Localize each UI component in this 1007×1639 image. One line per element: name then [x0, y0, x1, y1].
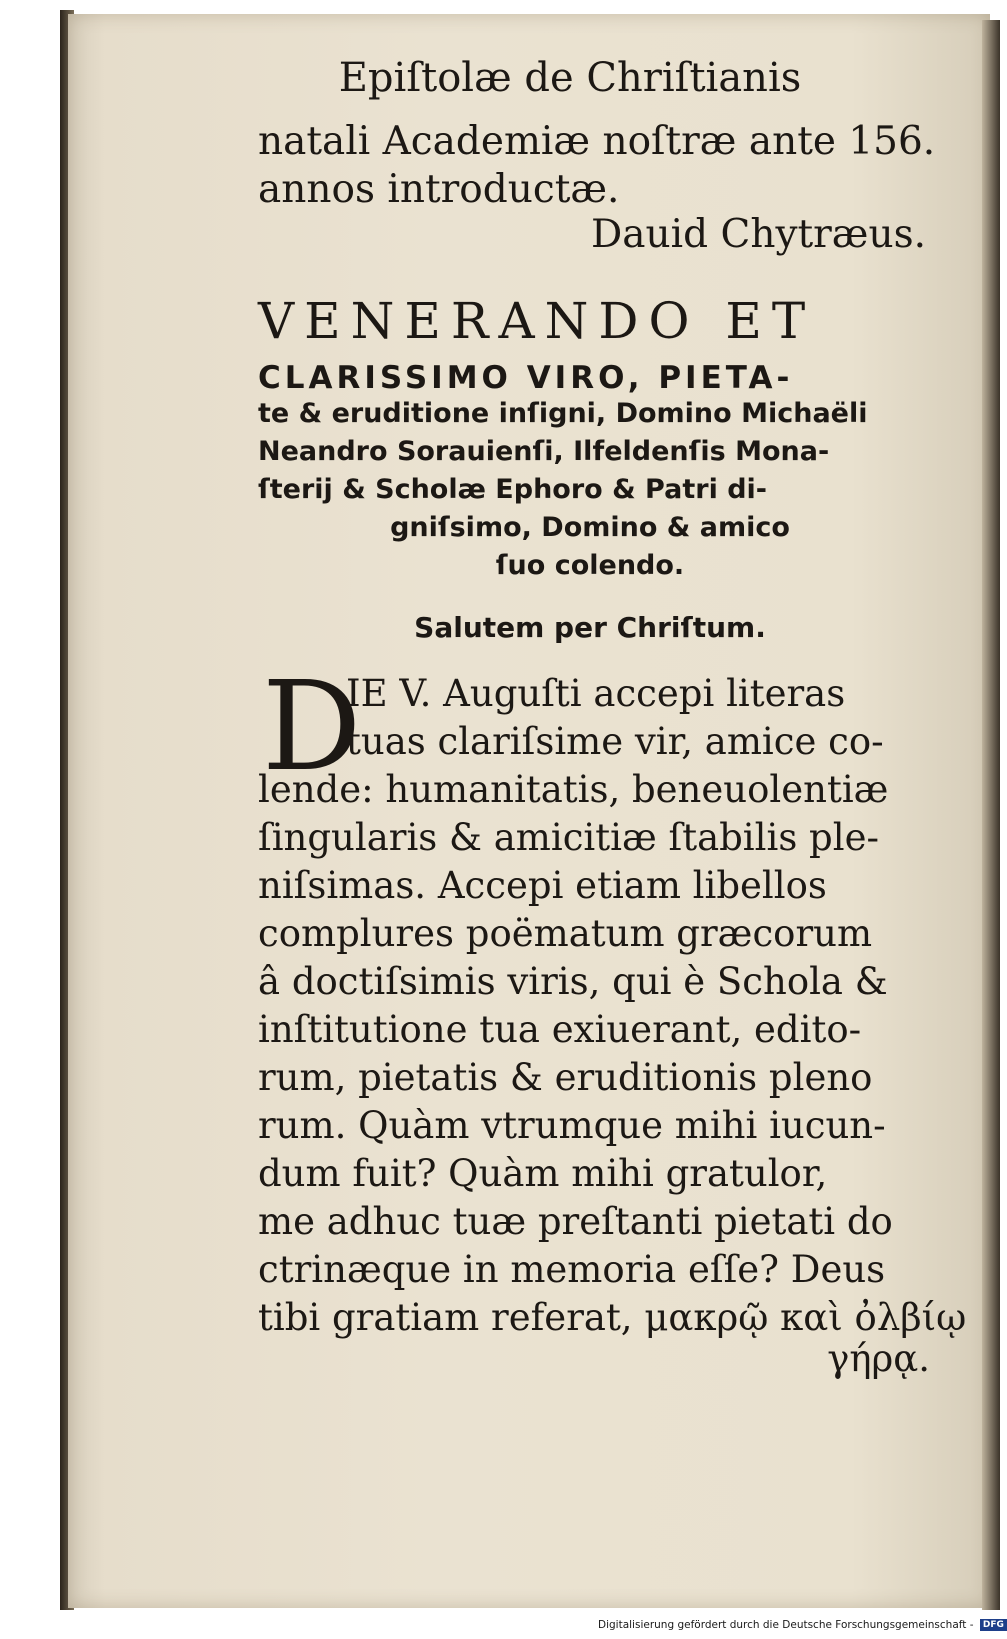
intro-line: natali Academiæ noſtræ ante 156. — [258, 119, 936, 164]
letter-closing-line: γήρᾳ. — [827, 1337, 930, 1380]
dedication-line: ſterij & Scholæ Ephoro & Patri di- — [258, 474, 768, 505]
dfg-logo: DFG — [980, 1619, 1007, 1631]
letter-line: tibi gratiam referat, μακρῷ καὶ ὀλβίῳ — [258, 1296, 967, 1339]
letter-line: tuas clariſsime vir, amice co- — [346, 720, 884, 763]
author-name: Dauid Chytræus. — [591, 212, 926, 257]
digitization-footer — [598, 1619, 1004, 1637]
letter-line: complures poëmatum græcorum — [258, 912, 873, 955]
running-head: Epiſtolæ de Chriſtianis — [338, 55, 802, 101]
letter-line: me adhuc tuæ preſtanti pietati do — [258, 1200, 893, 1243]
dedication-line: gniſsimo, Domino & amico — [390, 512, 790, 543]
dedication-line: Neandro Sorauienſi, Ilfeldenſis Mona- — [258, 436, 830, 467]
dedication-title: VENERANDO ET — [258, 292, 816, 350]
intro-text — [258, 118, 938, 214]
letter-line: dum fuit? Quàm mihi gratulor, — [258, 1152, 828, 1195]
salutation: Salutem per Chriſtum. — [414, 611, 766, 644]
letter-line: niſsimas. Accepi etiam libellos — [258, 864, 827, 907]
dedication-line: CLARISSIMO VIRO, PIETA- — [258, 360, 794, 396]
letter-line: ſingularis & amicitiæ ſtabilis ple- — [258, 816, 879, 859]
letter-line: inſtitutione tua exiuerant, edito- — [258, 1008, 862, 1051]
intro-line: annos introductæ. — [258, 167, 620, 212]
letter-line: ctrinæque in memoria eſſe? Deus — [258, 1248, 886, 1291]
letter-line: â doctiſsimis viris, qui è Schola & — [258, 960, 888, 1003]
dedication-line: te & eruditione inſigni, Domino Michaëli — [258, 398, 868, 429]
letter-line: rum. Quàm vtrumque mihi iucun- — [258, 1104, 886, 1147]
dedication-line: ſuo colendo. — [495, 550, 685, 581]
drop-cap: D — [262, 655, 362, 799]
page-edge — [982, 20, 1000, 1610]
footer-text: Digitalisierung gefördert durch die Deutsche Forschungsgemeinschaft - — [598, 1619, 974, 1631]
letter-line: rum, pietatis & eruditionis pleno — [258, 1056, 873, 1099]
letter-line: lende: humanitatis, beneuolentiæ — [258, 768, 889, 811]
letter-line: IE V. Auguſti accepi literas — [346, 672, 846, 715]
letter-body — [258, 655, 967, 1342]
